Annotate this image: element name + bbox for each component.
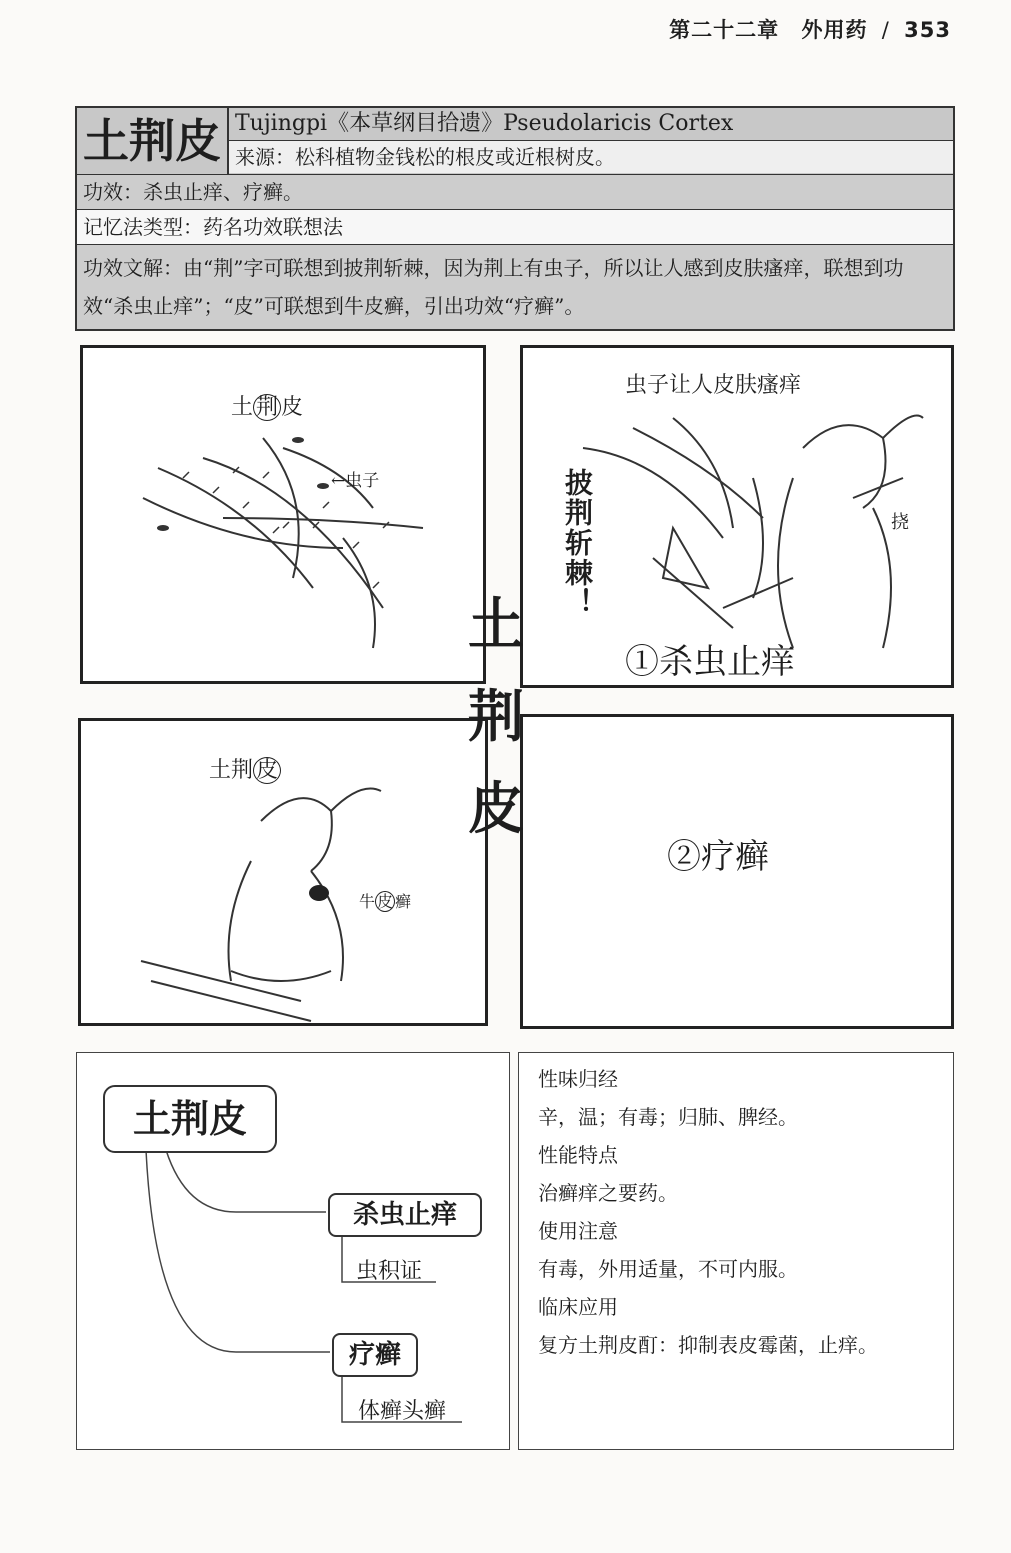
skin-pre: 牛 (359, 892, 376, 911)
info-text-3: 有毒，外用适量，不可内服。 (538, 1257, 798, 1281)
comic-panel-4 (520, 714, 954, 1029)
herb-entry-table (75, 106, 955, 331)
skin-post: 癣 (395, 892, 412, 911)
pinyin-line: Tujingpi《本草纲目拾遗》Pseudolaricis Cortex (229, 108, 953, 141)
center-title-char-1: 土 (468, 593, 524, 658)
back-patch-illustration (81, 721, 485, 1023)
explain-label: 功效文解： (83, 256, 183, 280)
page-number: 353 (904, 18, 951, 42)
entry-title-row (77, 108, 953, 175)
comic-panel-2 (520, 345, 954, 688)
panel1-pre: 土 (231, 395, 254, 420)
center-title-char-3: 皮 (468, 777, 524, 842)
info-text-1: 辛，温；有毒；归肺、脾经。 (538, 1105, 798, 1129)
page-header (669, 14, 951, 44)
panel1-post: 皮 (281, 395, 304, 420)
explain-row (77, 245, 953, 329)
efficacy-text: 杀虫止痒、疗癣。 (143, 180, 303, 204)
header-separator: / (881, 18, 890, 42)
explain-text: 由“荆”字可联想到披荆斩棘，因为荆上有虫子，所以让人感到皮肤瘙痒，联想到功效“杀虫止痒”；“皮”可联想到牛皮癣，引出功效“疗癣”。 (83, 256, 904, 318)
mindmap-branch-1: 杀虫止痒 (328, 1193, 482, 1237)
info-heading-2: 性能特点 (538, 1143, 618, 1167)
info-text-2: 治癣痒之要药。 (538, 1181, 678, 1205)
panel3-circled-char: 皮 (253, 757, 281, 784)
mindmap-root: 土荆皮 (103, 1085, 277, 1153)
comic-panel-1 (80, 345, 486, 684)
memory-row (77, 210, 953, 245)
info-list (538, 1060, 878, 1364)
efficacy-label: 功效： (83, 180, 143, 204)
mindmap-leaf-1: 虫积证 (356, 1259, 423, 1284)
entry-title-details (229, 108, 953, 174)
herb-name: 土荆皮 (77, 108, 229, 174)
panel1-caption (231, 390, 303, 421)
comic-center-title (466, 580, 526, 856)
panel3-caption (209, 753, 281, 784)
info-text-4: 复方土荆皮酊：抑制表皮霉菌，止痒。 (538, 1333, 878, 1357)
bug-label: ←虫子 (331, 471, 380, 491)
center-title-char-2: 荆 (468, 685, 524, 750)
info-heading-4: 临床应用 (538, 1295, 618, 1319)
section-title: 外用药 (801, 18, 868, 42)
panel1-circled-char: 荆 (253, 394, 281, 421)
memory-text: 药名功效联想法 (203, 215, 343, 239)
skin-circled-char: 皮 (377, 892, 394, 911)
panel2-effect: ①杀虫止痒 (625, 642, 795, 682)
mindmap-branch-2: 疗癣 (332, 1333, 418, 1377)
scratch-label: 挠 (891, 512, 909, 533)
mindmap-leaf-2: 体癣头癣 (358, 1399, 447, 1424)
info-heading-1: 性味归经 (538, 1067, 618, 1091)
chapter-title: 第二十二章 (669, 18, 780, 42)
efficacy-row (77, 175, 953, 210)
source-label: 来源： (235, 145, 295, 169)
panel3-pre: 土荆 (209, 758, 254, 783)
source-line (229, 141, 953, 173)
source-text: 松科植物金钱松的根皮或近根树皮。 (295, 145, 615, 169)
skin-label (359, 889, 411, 912)
panel2-shout: 披荆斩棘！ (561, 468, 594, 618)
panel4-effect: ②疗癣 (667, 837, 769, 877)
info-heading-3: 使用注意 (538, 1219, 618, 1243)
memory-label: 记忆法类型： (83, 215, 203, 239)
comic-panel-3 (78, 718, 488, 1026)
panel2-caption: 虫子让人皮肤瘙痒 (625, 373, 802, 398)
